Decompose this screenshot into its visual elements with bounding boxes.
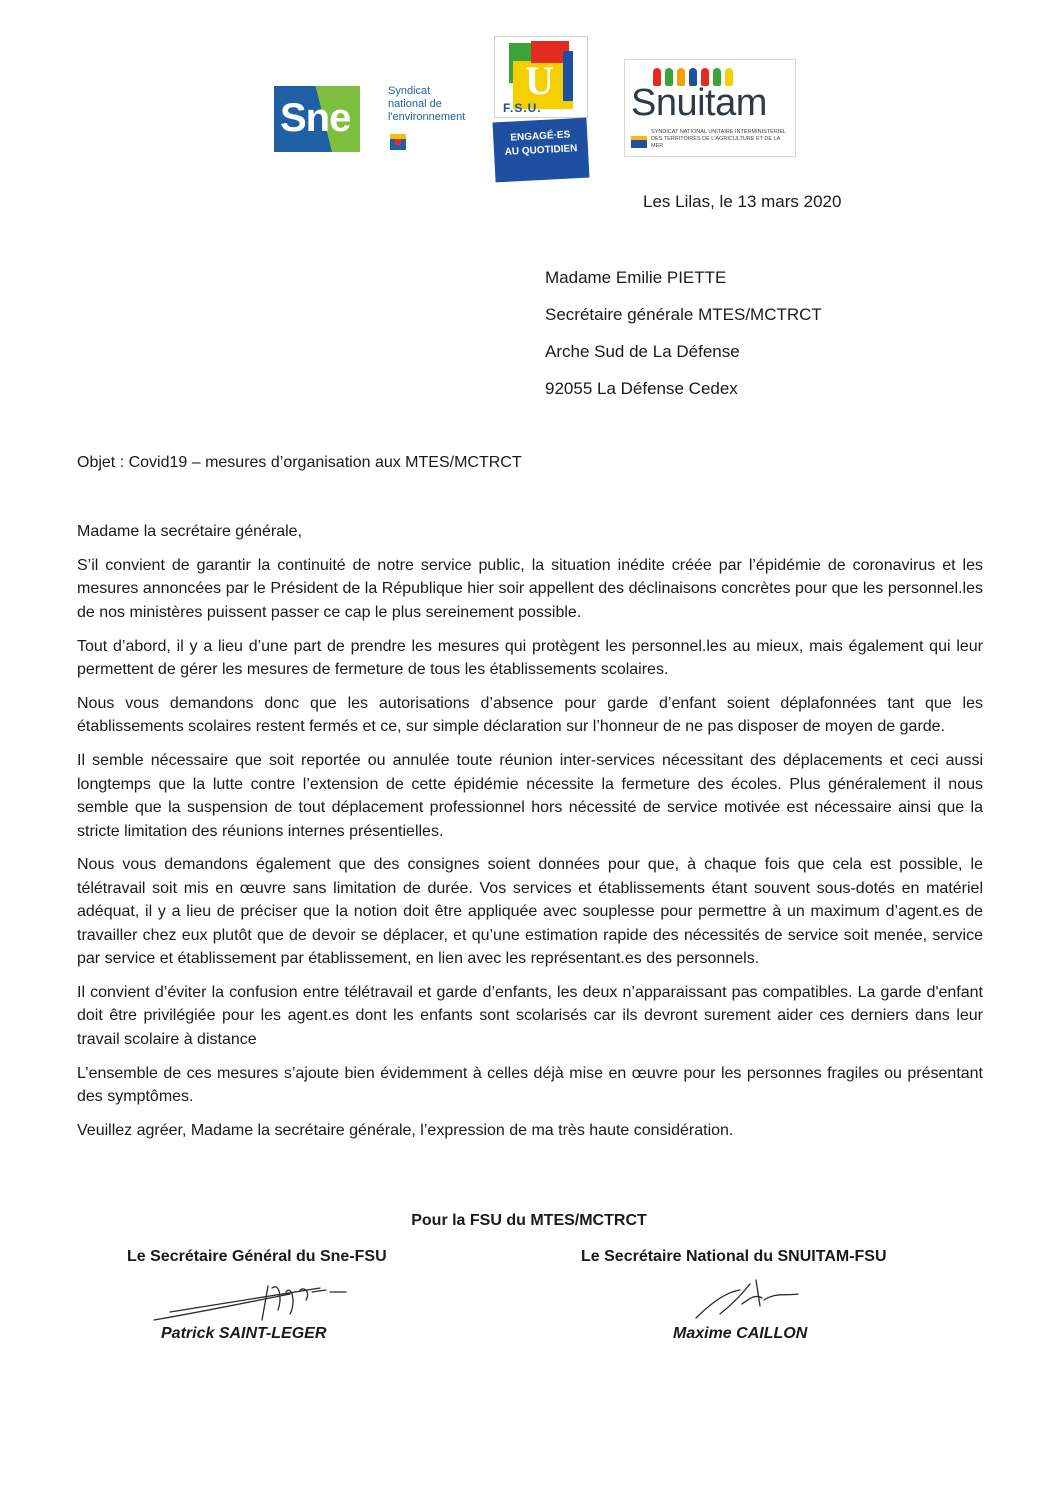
fsu-logo-letter: U — [525, 58, 554, 103]
recipient-line: Secrétaire générale MTES/MCTRCT — [545, 305, 822, 324]
fsu-logo — [494, 36, 588, 180]
recipient-line: Arche Sud de La Défense — [545, 342, 740, 361]
sne-logo-mark — [274, 86, 360, 152]
fsu-mini-icon — [631, 136, 647, 148]
fsu-logo-label: F.S.U. — [503, 101, 542, 115]
letter-body — [77, 554, 983, 1153]
body-paragraph: Nous vous demandons donc que les autorisations d’absence pour garde d’enfant soient déplafonnées tant que les établissements scolaires restent fermés et ce, sur simple déclaration sur l’honneur de ne pas disposer de moyen de garde. — [77, 695, 983, 736]
handwritten-signature-left — [150, 1274, 350, 1326]
body-paragraph: Nous vous demandons également que des consignes soient données pour que, à chaque fois que cela est possible, le télétravail soit mis en œuvre sans limitation de durée. Vos services et établissements étant souvent sous-dotés en matériel adéquat, il y a lieu de préciser que la notion doit être appliquée avec souplesse pour permettre à un maximum d’agent.es de travailler chez eux plutôt que de devoir se déplacer, et qu’une estimation rapide des nécessités de service soit menée, service par service et établissement par établissement, en lien avec les représentant.es des personnels. — [77, 856, 983, 968]
snuitam-logo-subtitle: SYNDICAT NATIONAL UNITAIRE INTERMINISTÉRIEL DES TERRITOIRES DE L'AGRICULTURE ET DE LA MER — [651, 129, 786, 149]
fsu-slogan-banner: ENGAGÉ·ES AU QUOTIDIEN — [492, 118, 589, 183]
signatory-title-sne: Le Secrétaire Général du Sne-FSU — [127, 1248, 387, 1265]
recipient-line: Madame Emilie PIETTE — [545, 268, 727, 287]
letter-subject: Objet : Covid19 – mesures d’organisation aux MTES/MCTRCT — [77, 454, 522, 471]
signoff-organisation: Pour la FSU du MTES/MCTRCT — [411, 1212, 647, 1229]
sne-logo-text: Syndicat national de l'environnement — [388, 85, 466, 123]
fsu-mini-icon — [390, 134, 406, 150]
snuitam-logo — [624, 59, 796, 157]
body-paragraph: S’il convient de garantir la continuité de notre service public, la situation inédite créée par l’épidémie de coronavirus et les mesures annoncées par le Président de la République hier soir appellent des déclinaisons concrètes pour que les personnel.les de nos ministères puissent passer ce cap le plus sereinement possible. — [77, 557, 983, 621]
letter-date: Les Lilas, le 13 mars 2020 — [643, 192, 842, 211]
body-paragraph: Il semble nécessaire que soit reportée ou annulée toute réunion inter-services nécessitant des déplacements et ceci aussi longtemps que la lutte contre l’extension de cette épidémie nécessite la fermeture des écoles. Plus généralement il nous semble que la suspension de tout déplacement professionnel hors nécessité de service motivée est nécessaire ainsi que la stricte limitation des réunions internes présentielles. — [77, 752, 983, 840]
letter-closing: Veuillez agréer, Madame la secrétaire générale, l’expression de ma très haute considération. — [77, 1122, 734, 1140]
signatory-name-sne: Patrick SAINT-LEGER — [161, 1325, 327, 1342]
handwritten-signature-right — [690, 1274, 810, 1324]
body-paragraph: L’ensemble de ces mesures s’ajoute bien évidemment à celles déjà mise en œuvre pour les personnes fragiles ou présentant des symptômes. — [77, 1064, 983, 1106]
signatory-name-snuitam: Maxime CAILLON — [673, 1325, 808, 1342]
letter-salutation: Madame la secrétaire générale, — [77, 523, 303, 540]
body-paragraph: Il convient d’éviter la confusion entre télétravail et garde d’enfants, les deux n’apparaissant pas compatibles. La garde d'enfant doit être privilégiée pour les agent.es dont les enfants sont scolarisés car ils devront surement aider ces derniers dans leur travail scolaire à distance — [77, 984, 983, 1048]
recipient-address — [545, 259, 822, 407]
snuitam-logo-word: Snuitam — [631, 82, 767, 124]
recipient-line: 92055 La Défense Cedex — [545, 379, 738, 398]
body-paragraph: Tout d’abord, il y a lieu d’une part de prendre les mesures qui protègent les personnel.les au mieux, mais également qui leur permettent de gérer les mesures de fermeture de tous les établissements scolaires. — [77, 637, 983, 679]
signatory-title-snuitam: Le Secrétaire National du SNUITAM-FSU — [581, 1248, 887, 1265]
sne-logo-word: Sne — [280, 96, 351, 140]
sne-logo — [274, 72, 479, 156]
